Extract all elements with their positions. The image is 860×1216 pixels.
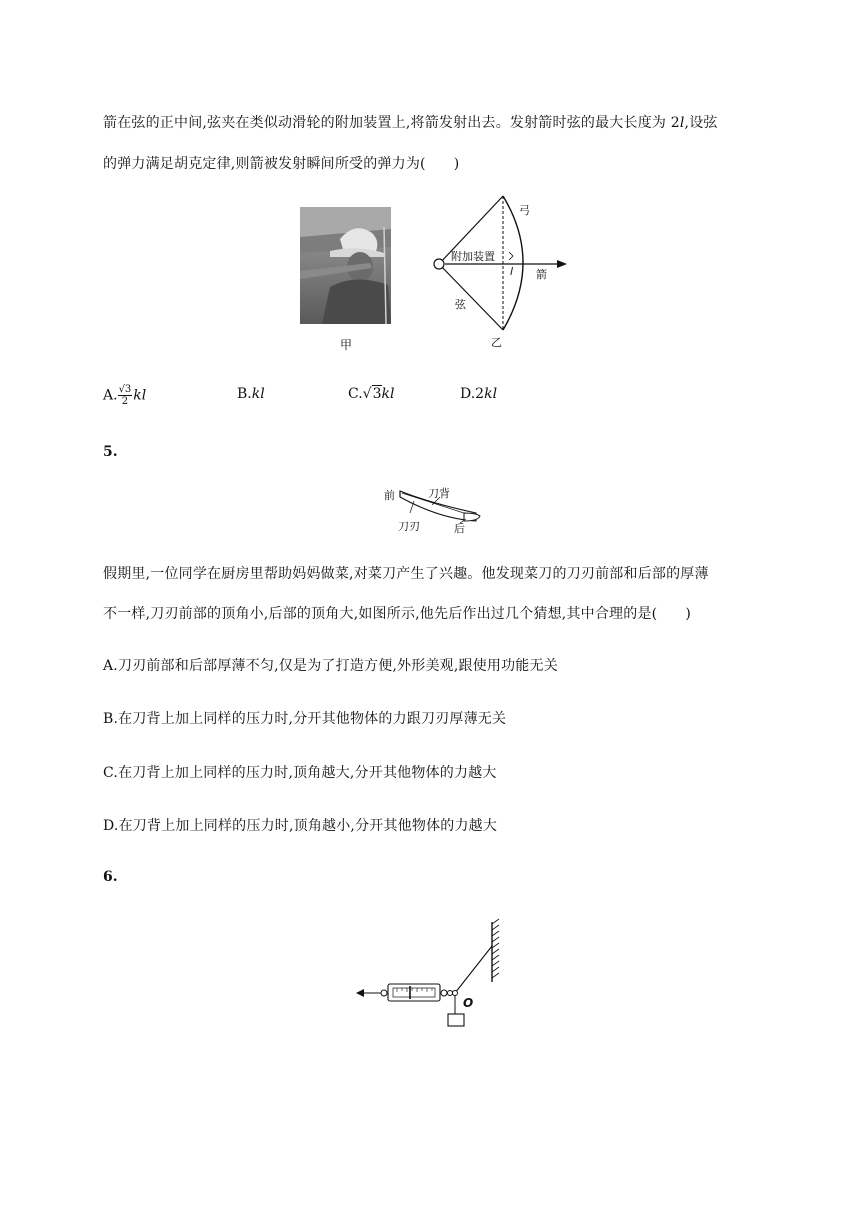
pulley-circle (434, 259, 444, 269)
archer-photo-drawing (300, 207, 391, 324)
label-o: O (463, 996, 474, 1010)
knot-o (453, 991, 458, 996)
q4-option-d-suffix: kl (484, 386, 498, 402)
label-arrow: 箭 (536, 268, 547, 281)
q5-text-line-2-a: 不一样,刀刃前部的顶角小,后部的顶角大,如图所示,他先后作出过几个猜想,其中合理的是( (103, 606, 658, 622)
q4-option-b[interactable] (237, 386, 265, 402)
q4-option-c-suffix: kl (381, 386, 395, 402)
q4-option-c-sqrt: √3 (362, 386, 382, 402)
wall-hatching (492, 919, 499, 978)
q4-option-b-prefix: B. (237, 386, 252, 402)
q4-option-b-suffix: kl (251, 386, 265, 402)
q6-number: 6. (103, 869, 118, 885)
q4-option-c[interactable] (348, 386, 394, 402)
q4-text-line-2-end: ) (453, 156, 460, 172)
string-lower (439, 264, 503, 330)
knife-label-back: 刀背 (428, 487, 450, 500)
q4-option-a[interactable] (103, 384, 146, 407)
q4-var-l: l (679, 115, 685, 131)
q4-option-a-suffix: kl (133, 387, 147, 404)
q4-text-line-1-a: 箭在弦的正中间,弦夹在类似动滑轮的附加装置上,将箭发射出去。发射箭时弦的最大长度为 2 (103, 115, 680, 131)
label-l: l (510, 265, 514, 278)
q4-option-a-den: 2 (121, 396, 129, 407)
q4-text-line-2 (103, 153, 459, 173)
q4-text-line-1 (103, 112, 718, 132)
spring-scale-diagram (352, 918, 532, 1034)
q5-text-line-1: 假期里,一位同学在厨房里帮助妈妈做菜,对菜刀产生了兴趣。他发现菜刀的刀刃前部和后部的厚薄 (103, 566, 709, 582)
q4-option-a-prefix: A. (103, 387, 118, 404)
label-string: 弦 (455, 298, 466, 311)
diagram-caption: 乙 (491, 336, 502, 349)
q4-option-d[interactable] (460, 386, 497, 402)
arrow-head (557, 260, 567, 268)
q4-text-line-2-a: 的弹力满足胡克定律,则箭被发射瞬间所受的弹力为( (103, 156, 426, 172)
q5-number: 5. (103, 444, 118, 460)
q5-option-b[interactable]: B.在刀背上加上同样的压力时,分开其他物体的力跟刀刃厚薄无关 (103, 711, 507, 727)
q4-option-a-fraction (118, 384, 133, 407)
knife-label-front: 前 (384, 489, 395, 502)
q4-option-c-prefix: C. (348, 386, 363, 402)
q5-option-a[interactable]: A.刀刃前部和后部厚薄不匀,仅是为了打造方便,外形美观,跟使用功能无关 (103, 658, 558, 674)
label-bow: 弓 (519, 204, 530, 217)
q5-option-d[interactable]: D.在刀背上加上同样的压力时,顶角越小,分开其他物体的力越大 (103, 818, 498, 834)
q4-text-line-1-b: ,设弦 (684, 115, 718, 131)
q4-option-a-num: √3 (118, 384, 132, 395)
q5-text-line-2-end: ) (685, 606, 691, 622)
weight-block (448, 1014, 464, 1026)
q5-text-line-2 (103, 603, 691, 623)
knife-label-edge: 刀刃 (398, 520, 420, 533)
knife-diagram (380, 483, 484, 535)
q4-option-c-radical: 3 (372, 386, 382, 402)
q5-option-c[interactable]: C.在刀背上加上同样的压力时,顶角越大,分开其他物体的力越大 (103, 765, 497, 781)
knife-label-rear: 后 (454, 522, 465, 535)
q4-option-d-prefix: D.2 (460, 386, 485, 402)
archer-photo (300, 207, 391, 324)
photo-caption: 甲 (340, 338, 353, 352)
label-device: 附加装置 (451, 250, 495, 263)
pull-arrowhead (356, 989, 364, 997)
rope-to-wall (455, 946, 492, 993)
bow-diagram (425, 190, 575, 350)
